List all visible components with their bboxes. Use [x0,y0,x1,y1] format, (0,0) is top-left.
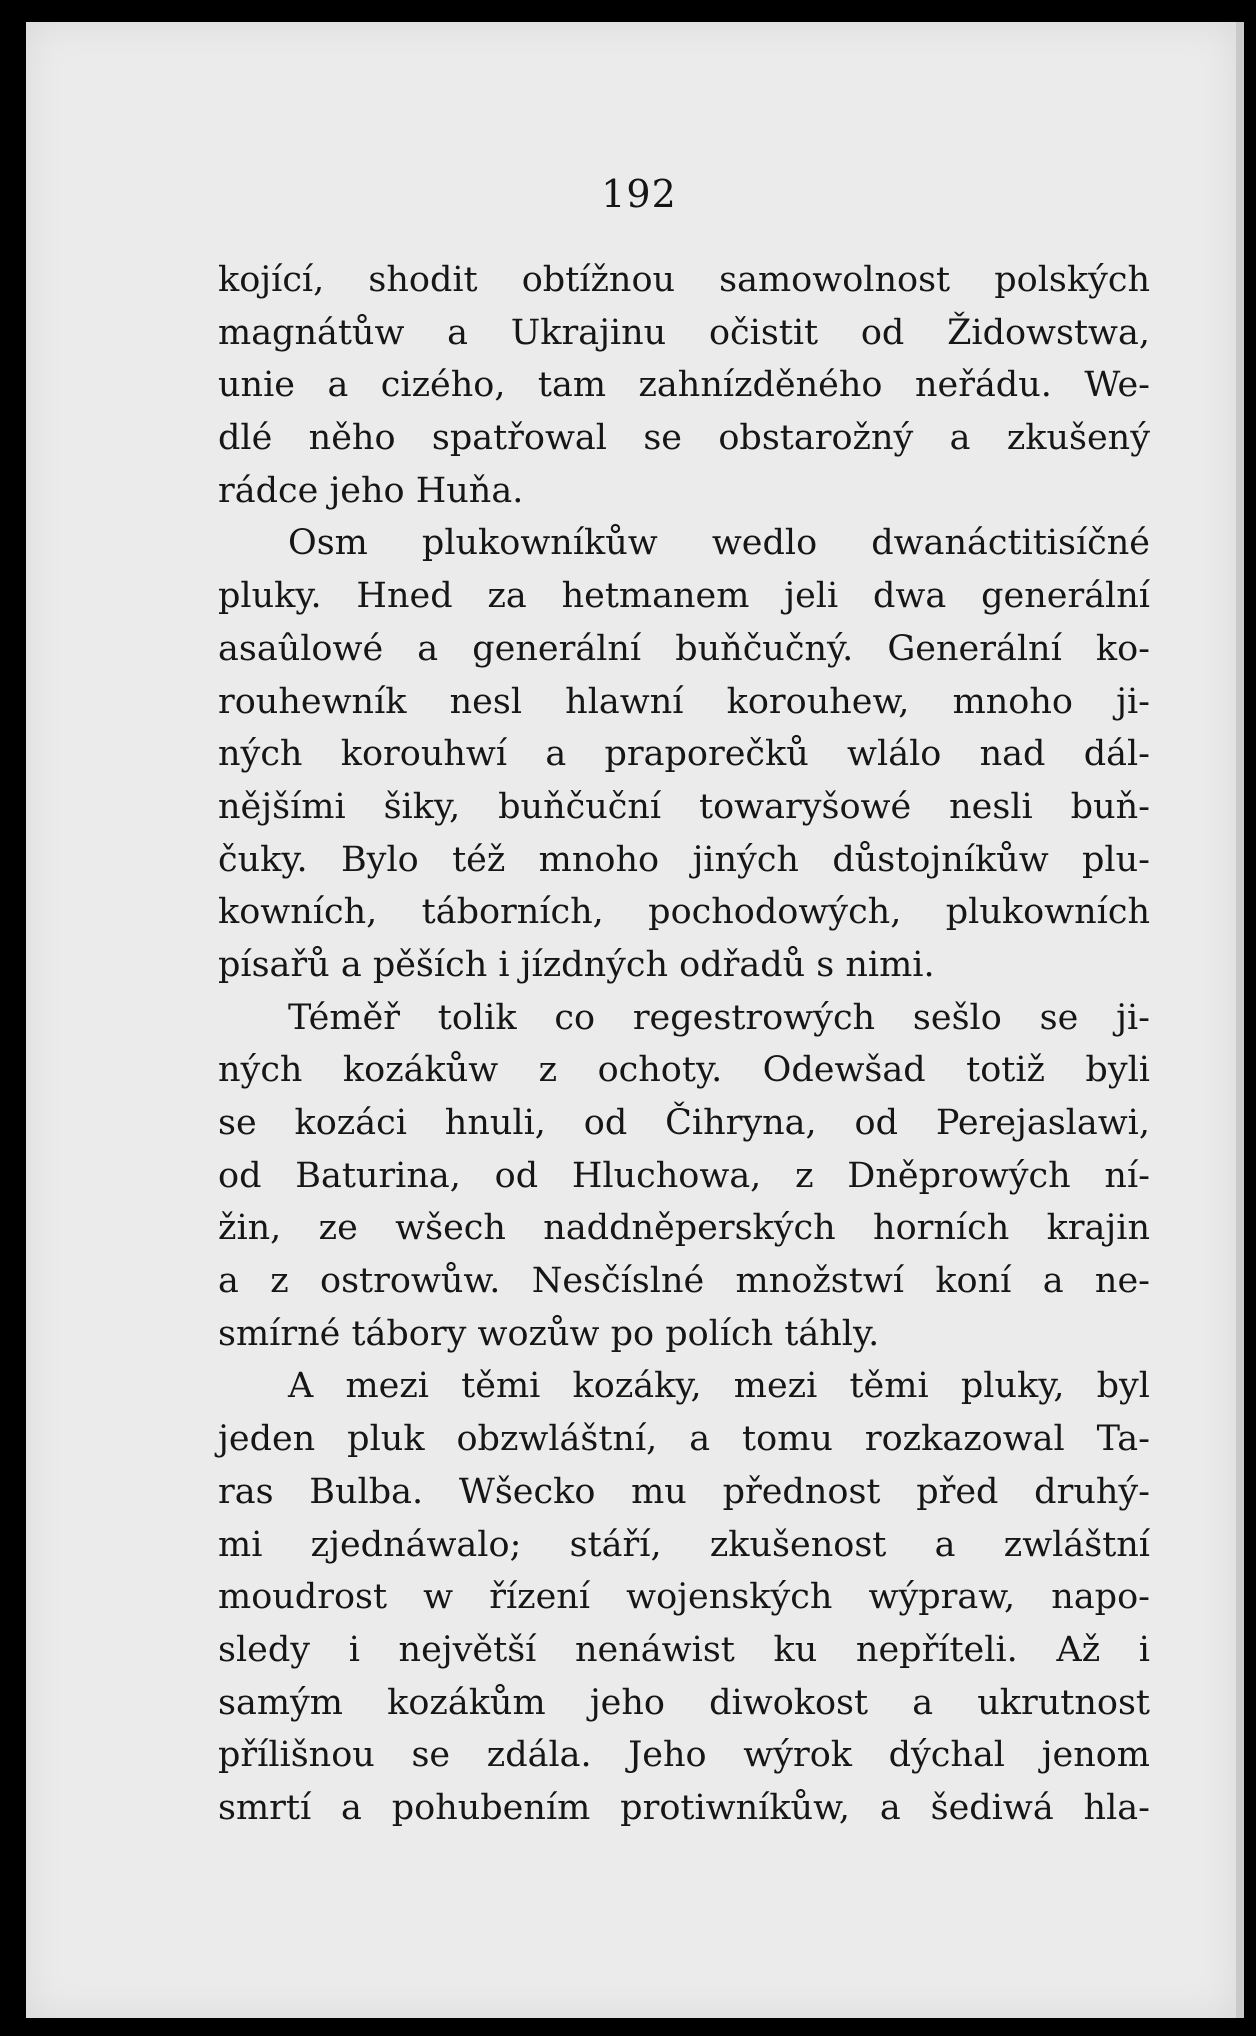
text-line: čuky. Bylo též mnoho jiných důstojníkůw plu- [218,839,1150,880]
body-text [218,254,1150,1835]
text-line: kowních, táborních, pochodowých, plukowních [218,892,1150,933]
text-line: sledy i největší nenáwist ku nepříteli. Až i [218,1629,1150,1670]
text-line: Téměř tolik co regestrowých sešlo se ji- [288,997,1150,1038]
text-line: rouhewník nesl hlawní korouhew, mnoho ji- [218,681,1150,722]
text-line: smírné tábory wozůw po polích táhly. [218,1313,880,1354]
text-line: moudrost w řízení wojenských wýpraw, napo- [218,1577,1150,1618]
text-line: dlé něho spatřowal se obstarožný a zkušený [218,418,1150,459]
text-line: ras Bulba. Wšecko mu přednost před druhý- [218,1471,1150,1512]
text-line: Osm plukowníkůw wedlo dwanáctitisíčné [288,523,1150,564]
text-line: písařů a pěších i jízdných odřadů s nimi. [218,944,935,985]
text-line: magnátůw a Ukrajinu očistit od Židowstwa, [218,312,1150,353]
text-line: ných kozákůw z ochoty. Odewšad totiž byli [218,1050,1150,1091]
text-line: od Baturina, od Hluchowa, z Dněprowých ní- [218,1155,1150,1196]
text-line: unie a cizého, tam zahnízděného neřádu. We- [218,365,1150,406]
text-line: se kozáci hnuli, od Čihryna, od Perejaslawi, [218,1103,1150,1143]
text-line: asaûlowé a generální buňčučný. Generální ko- [218,628,1150,669]
text-line: samým kozákům jeho diwokost a ukrutnost [218,1682,1150,1723]
text-line: pluky. Hned za hetmanem jeli dwa generální [218,576,1150,617]
text-line: rádce jeho Huňa. [218,470,524,511]
page-edge [1236,22,1244,2018]
text-line: žin, ze wšech naddněperských horních krajin [218,1208,1150,1249]
text-line: smrtí a pohubením protiwníkůw, a šediwá hla- [218,1787,1150,1828]
text-line: přílišnou se zdála. Jeho wýrok dýchal jenom [218,1735,1150,1776]
text-line: mi zjednáwalo; stáří, zkušenost a zwláštní [218,1524,1150,1565]
text-line: jeden pluk obzwláštní, a tomu rozkazowal Ta- [218,1419,1150,1460]
text-line: nějšími šiky, buňčuční towaryšowé nesli buň- [218,786,1150,827]
page-number: 192 [601,172,677,216]
text-line: ných korouhwí a praporečků wlálo nad dál- [218,734,1150,775]
text-line: a z ostrowůw. Nesčíslné množstwí koní a ne- [218,1261,1150,1302]
text-line: A mezi těmi kozáky, mezi těmi pluky, byl [288,1366,1150,1407]
text-line: kojící, shodit obtížnou samowolnost polských [218,260,1150,300]
book-page [26,22,1236,2018]
